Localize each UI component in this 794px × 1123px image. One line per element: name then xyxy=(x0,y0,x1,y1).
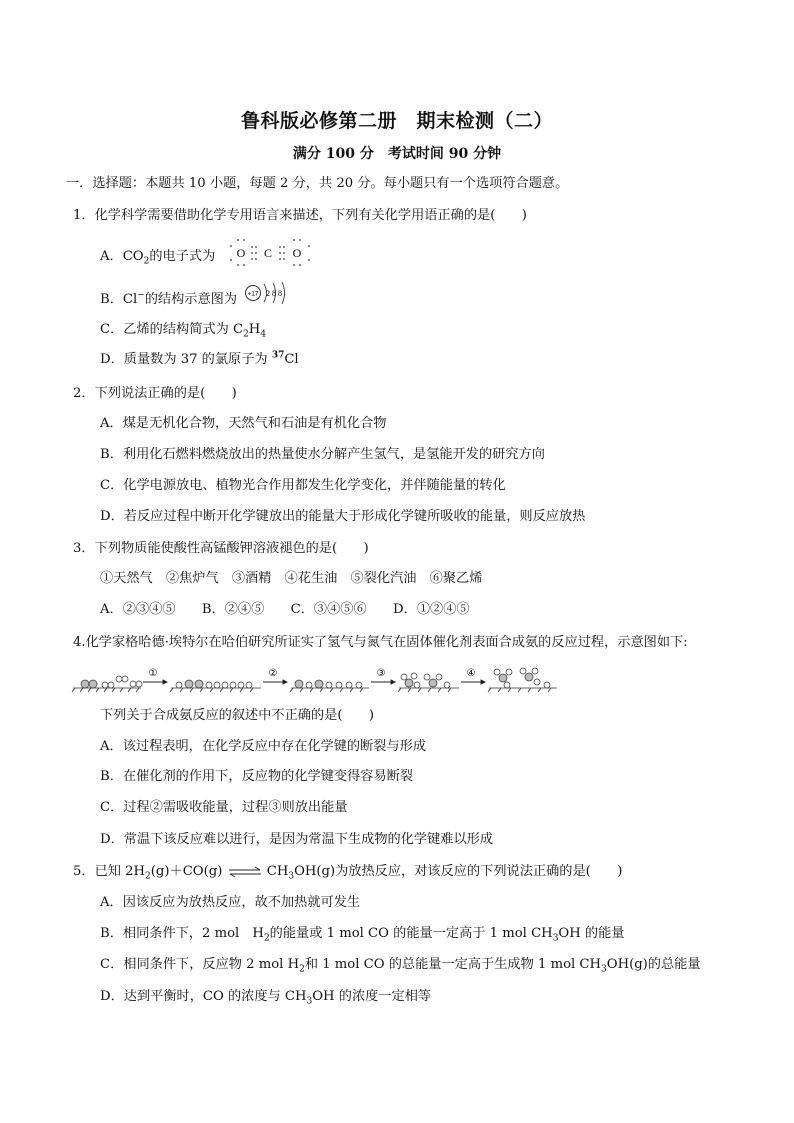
subscript: 3 xyxy=(552,933,559,944)
question-3-stem: 3．下列物质能使酸性高锰酸钾溶液褪色的是( ) xyxy=(73,541,369,556)
subscript: 4 xyxy=(260,329,267,340)
option-part: OH 的能量 xyxy=(558,926,625,941)
chloride-ion-structure-diagram xyxy=(244,281,294,305)
mass-number: 37 xyxy=(271,350,285,361)
option-b-text: B．Cl xyxy=(100,292,138,307)
question-1-stem: 1．化学科学需要借助化学专用语言来描述，下列有关化学用语正确的是( ) xyxy=(73,208,527,223)
question-5-option-b xyxy=(100,924,625,944)
question-5-stem xyxy=(73,862,622,882)
option-a-text: A．CO xyxy=(100,249,144,264)
option-d-text: D．质量数为 37 的氯原子为 xyxy=(100,352,272,367)
stem-part: 5．已知 2H xyxy=(73,864,146,879)
step-4-label: ④ xyxy=(466,668,476,679)
option-b-suffix: 的结构示意图为 xyxy=(144,292,238,307)
question-4-sub-stem: 下列关于合成氨反应的叙述中不正确的是( ) xyxy=(100,708,375,723)
stem-part: OH(g)为放热反应，对该反应的下列说法正确的是( ) xyxy=(294,864,623,879)
question-2-option-c: C．化学电源放电、植物光合作用都发生化学变化，并伴随能量的转化 xyxy=(100,478,506,493)
question-3-choices: A．②③④⑤ B．②④⑤ C．③④⑤⑥ D．①②④⑤ xyxy=(100,602,470,617)
shell-electrons: 2 8 8 xyxy=(266,289,282,298)
ammonia-synthesis-process-diagram xyxy=(71,666,557,694)
option-c-mid: H xyxy=(248,322,261,337)
option-part: C．相同条件下，反应物 2 mol H xyxy=(100,957,300,972)
question-4-stem: 4.化学家格哈德·埃特尔在哈伯研究所证实了氢气与氮气在固体催化剂表面合成氨的反应过程，示意图如下: xyxy=(73,635,688,650)
stem-part: (g)＋CO(g) xyxy=(150,864,223,879)
question-3-items: ①天然气 ②焦炉气 ③酒精 ④花生油 ⑤裂化汽油 ⑥聚乙烯 xyxy=(100,571,483,586)
subscript: 3 xyxy=(288,871,295,882)
question-1-option-d xyxy=(100,350,299,370)
co2-lewis-structure xyxy=(228,238,312,266)
nucleus-charge: +17 xyxy=(247,290,259,298)
reversible-arrow-icon xyxy=(227,866,263,878)
page-subtitle: 满分 100 分 考试时间 90 分钟 xyxy=(292,146,502,162)
question-5-option-c xyxy=(100,955,701,975)
step-2-label: ② xyxy=(268,668,278,679)
question-5-option-d xyxy=(100,987,431,1007)
lewis-o2: O xyxy=(292,246,302,260)
stem-part: CH xyxy=(266,864,289,879)
question-2-option-b: B．利用化石燃料燃烧放出的热量使水分解产生氢气，是氢能开发的研究方向 xyxy=(100,447,545,462)
option-part: OH 的浓度一定相等 xyxy=(312,989,432,1004)
option-part: 和 1 mol CO 的总能量一定高于生成物 1 mol CH xyxy=(304,957,602,972)
question-1-option-b xyxy=(100,290,237,310)
option-d-suffix: Cl xyxy=(284,352,299,367)
lewis-o1: O xyxy=(236,246,246,260)
step-3-label: ③ xyxy=(376,668,386,679)
question-2-option-d: D．若反应过程中断开化学键放出的能量大于形成化学键所吸收的能量，则反应放热 xyxy=(100,509,586,524)
subscript: 3 xyxy=(601,964,607,975)
question-4-option-c: C．过程②需吸收能量，过程③则放出能量 xyxy=(100,800,348,815)
option-c-text: C．乙烯的结构简式为 C xyxy=(100,322,244,337)
subscript: 2 xyxy=(143,256,150,267)
lewis-c: C xyxy=(263,246,273,260)
question-5-option-a: A．因该反应为放热反应，故不加热就可发生 xyxy=(100,895,361,910)
subscript: 2 xyxy=(263,933,270,944)
option-part: OH(g)的总能量 xyxy=(606,957,701,972)
question-1-option-a xyxy=(100,247,215,267)
option-part: D．达到平衡时，CO 的浓度与 CH xyxy=(100,989,307,1004)
question-4-option-a: A．该过程表明，在化学反应中存在化学键的断裂与形成 xyxy=(100,739,427,754)
option-part: B．相同条件下，2 mol H xyxy=(100,926,264,941)
subscript: 2 xyxy=(145,871,151,882)
subscript: 2 xyxy=(299,964,305,975)
question-4-option-d: D．常温下该反应难以进行，是因为常温下生成物的化学键难以形成 xyxy=(100,832,494,847)
page-title: 鲁科版必修第二册 期末检测（二） xyxy=(240,110,553,132)
question-4-option-b: B．在催化剂的作用下，反应物的化学键变得容易断裂 xyxy=(100,769,414,784)
option-a-suffix: 的电子式为 xyxy=(149,249,216,264)
question-2-stem: 2．下列说法正确的是( ) xyxy=(73,386,237,401)
section-instructions: 一．选择题：本题共 10 小题，每题 2 分，共 20 分。每小题只有一个选项符合题意。 xyxy=(66,176,569,191)
option-part: 的能量或 1 mol CO 的能量一定高于 1 mol CH xyxy=(269,926,553,941)
subscript: 2 xyxy=(243,329,249,340)
question-1-option-c xyxy=(100,320,266,340)
step-1-label: ① xyxy=(148,668,158,679)
superscript: − xyxy=(137,290,145,301)
subscript: 3 xyxy=(306,996,313,1007)
question-2-option-a: A．煤是无机化合物，天然气和石油是有机化合物 xyxy=(100,416,387,431)
